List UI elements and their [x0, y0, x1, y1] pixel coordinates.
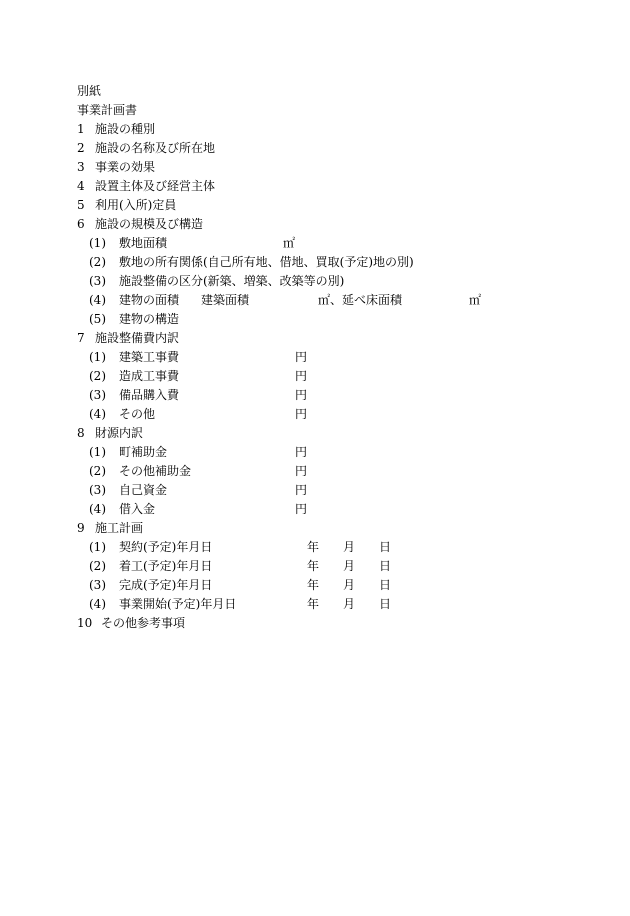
- year-label: 年: [307, 597, 320, 611]
- subitem-number: (2): [89, 559, 106, 573]
- subitem-label: 町補助金: [119, 445, 168, 459]
- day-label: 日: [379, 559, 392, 573]
- subitem-number: (1): [89, 445, 106, 459]
- item-number: 5: [77, 198, 85, 212]
- subitem-label: 建築工事費: [119, 350, 180, 364]
- subitem-label: その他: [119, 407, 156, 421]
- item-label: 利用(入所)定員: [95, 198, 177, 212]
- subitem-label: 建物の面積: [119, 293, 180, 307]
- item-label: 財源内訳: [95, 426, 144, 440]
- subitem-number: (3): [89, 578, 106, 592]
- subitem-label: 敷地面積: [119, 236, 168, 250]
- item-label: 施設の名称及び所在地: [95, 141, 216, 155]
- item-number: 4: [77, 179, 85, 193]
- subitem-number: (2): [89, 369, 106, 383]
- month-label: 月: [343, 597, 356, 611]
- month-label: 月: [343, 540, 356, 554]
- subitem-label: 借入金: [119, 502, 156, 516]
- day-label: 日: [379, 578, 392, 592]
- yen-unit: 円: [295, 369, 308, 383]
- month-label: 月: [343, 559, 356, 573]
- yen-unit: 円: [295, 464, 308, 478]
- subitem-number: (3): [89, 483, 106, 497]
- item-number: 1: [77, 122, 85, 136]
- item-number: 7: [77, 331, 85, 345]
- subitem-label: 備品購入費: [119, 388, 180, 402]
- subitem-number: (3): [89, 274, 106, 288]
- annex-text: 別紙: [77, 84, 102, 98]
- title-text: 事業計画書: [77, 103, 138, 117]
- item-label: 施設の種別: [95, 122, 156, 136]
- yen-unit: 円: [295, 483, 308, 497]
- unit-label: ㎡: [283, 236, 296, 250]
- subitem-number: (4): [89, 597, 106, 611]
- subitem-number: (1): [89, 236, 106, 250]
- subitem-label: 敷地の所有関係(自己所有地、借地、買取(予定)地の別): [119, 255, 414, 269]
- subitem-label: その他補助金: [119, 464, 192, 478]
- yen-unit: 円: [295, 445, 308, 459]
- item-label: 施工計画: [95, 521, 144, 535]
- subitem-label: 完成(予定)年月日: [119, 578, 213, 592]
- year-label: 年: [307, 578, 320, 592]
- item-label: 設置主体及び経営主体: [95, 179, 216, 193]
- item-number: 2: [77, 141, 85, 155]
- yen-unit: 円: [295, 407, 308, 421]
- subitem-number: (3): [89, 388, 106, 402]
- floor-area-label: ㎡、延べ床面積: [318, 293, 403, 307]
- subitem-label: 施設整備の区分(新築、増築、改築等の別): [119, 274, 345, 288]
- subitem-number: (5): [89, 312, 106, 326]
- subitem-label: 事業開始(予定)年月日: [119, 597, 237, 611]
- item-number: 3: [77, 160, 85, 174]
- yen-unit: 円: [295, 388, 308, 402]
- building-area-label: 建築面積: [201, 293, 250, 307]
- subitem-number: (4): [89, 293, 106, 307]
- month-label: 月: [343, 578, 356, 592]
- year-label: 年: [307, 559, 320, 573]
- item-number: 9: [77, 521, 85, 535]
- item-number: 8: [77, 426, 85, 440]
- subitem-label: 着工(予定)年月日: [119, 559, 213, 573]
- subitem-label: 契約(予定)年月日: [119, 540, 213, 554]
- item-label: 施設整備費内訳: [95, 331, 180, 345]
- yen-unit: 円: [295, 350, 308, 364]
- day-label: 日: [379, 540, 392, 554]
- subitem-number: (2): [89, 255, 106, 269]
- item-label: その他参考事項: [101, 616, 186, 630]
- day-label: 日: [379, 597, 392, 611]
- item-label: 施設の規模及び構造: [95, 217, 204, 231]
- subitem-number: (1): [89, 540, 106, 554]
- yen-unit: 円: [295, 502, 308, 516]
- item-label: 事業の効果: [95, 160, 156, 174]
- subitem-number: (4): [89, 407, 106, 421]
- subitem-number: (1): [89, 350, 106, 364]
- subitem-number: (4): [89, 502, 106, 516]
- item-number: 10: [77, 616, 93, 630]
- item-number: 6: [77, 217, 85, 231]
- subitem-label: 造成工事費: [119, 369, 180, 383]
- subitem-label: 建物の構造: [119, 312, 180, 326]
- year-label: 年: [307, 540, 320, 554]
- subitem-label: 自己資金: [119, 483, 168, 497]
- subitem-number: (2): [89, 464, 106, 478]
- unit-label: ㎡: [469, 293, 482, 307]
